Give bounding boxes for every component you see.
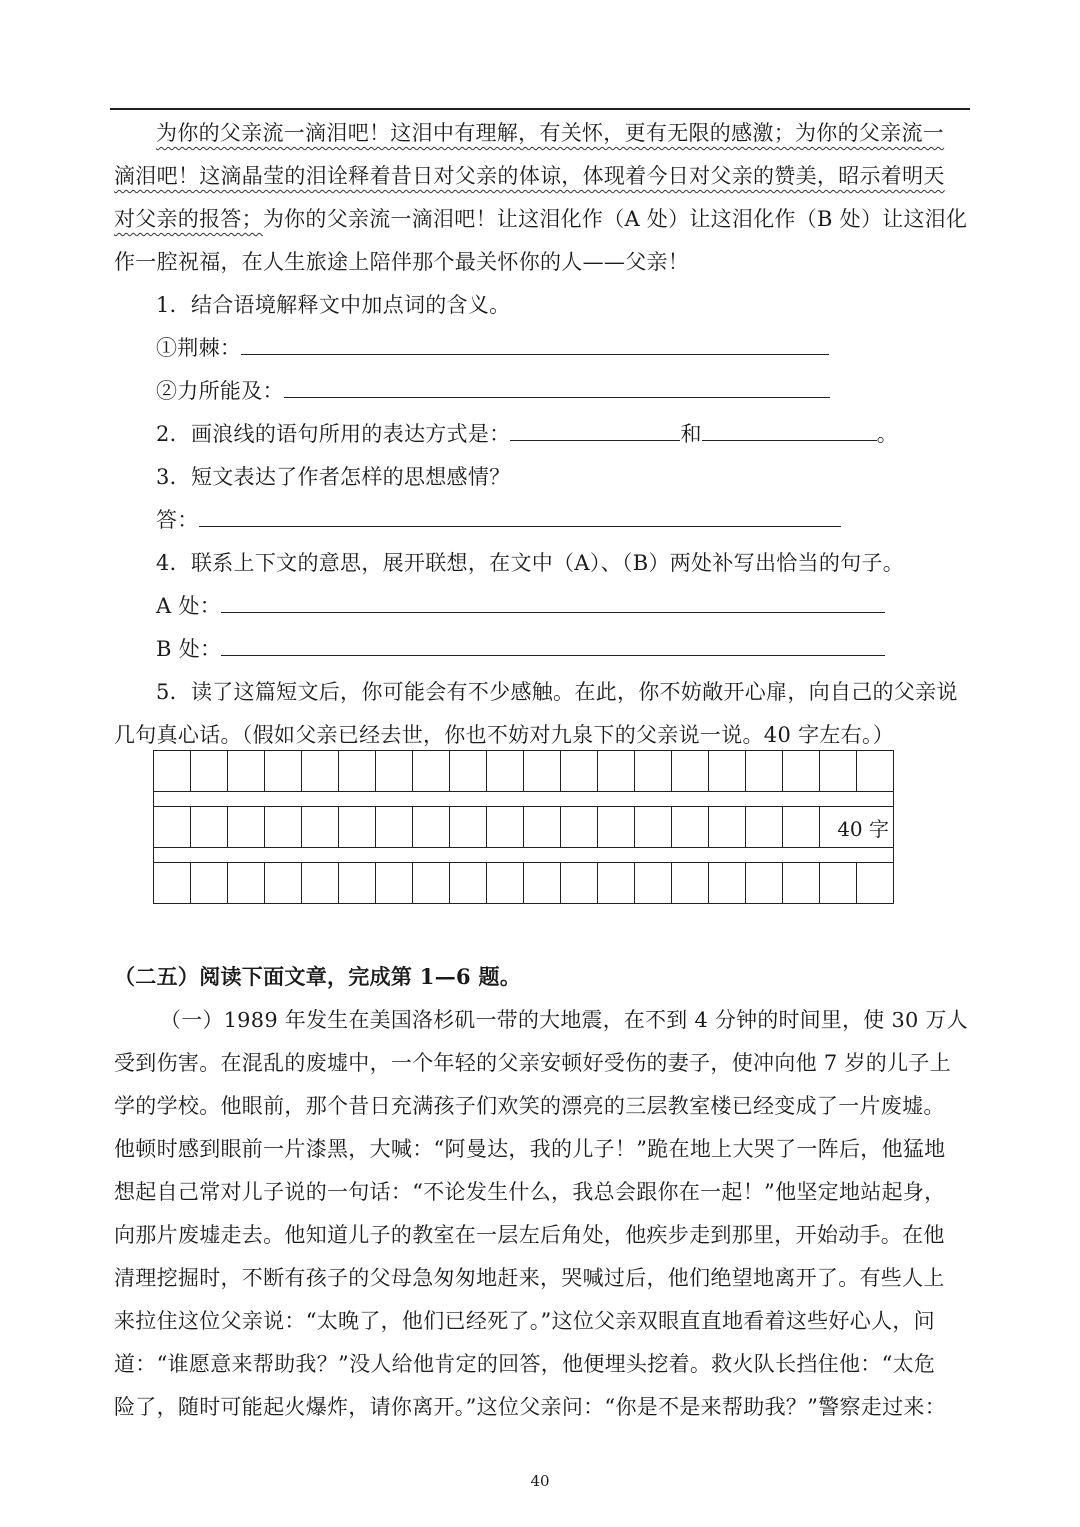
wavy-text: 滴泪吧！这滴晶莹的泪诠释着昔日对父亲的体谅，体现着今日对父亲的赞美，昭示着明天	[114, 164, 945, 188]
grid-cell[interactable]	[524, 751, 561, 792]
grid-cell[interactable]	[635, 807, 672, 848]
question-2-label: 2．画浪线的语句所用的表达方式是：	[156, 422, 511, 446]
grid-cell[interactable]	[265, 751, 302, 792]
grid-cell[interactable]	[302, 807, 339, 848]
story-line: 道：“谁愿意来帮助我？”没人给他肯定的回答，他便埋头挖着。救火队长挡住他：“太危	[114, 1352, 936, 1376]
para1-line3	[114, 204, 967, 234]
answer-blank[interactable]	[221, 635, 885, 656]
grid-cell[interactable]	[820, 863, 857, 904]
story-line: 向那片废墟走去。他知道儿子的教室在一层左后角处，他疾步走到那里，开始动手。在他	[114, 1223, 945, 1247]
grid-cell[interactable]	[857, 751, 894, 792]
grid-cell[interactable]	[376, 807, 413, 848]
story-line: 他顿时感到眼前一片漆黑，大喊：“阿曼达，我的儿子！”跪在地上大哭了一阵后，他猛地	[114, 1137, 946, 1161]
grid-cell[interactable]	[154, 807, 191, 848]
grid-cell[interactable]	[746, 863, 783, 904]
answer-blank[interactable]	[221, 592, 885, 613]
grid-cell[interactable]	[376, 751, 413, 792]
grid-cell[interactable]	[413, 751, 450, 792]
grid-cell[interactable]	[450, 807, 487, 848]
question-1a	[156, 333, 829, 363]
question-1a-label: ①荆棘：	[156, 336, 242, 360]
grid-cell[interactable]	[265, 863, 302, 904]
question-4b-label: B 处：	[156, 637, 222, 661]
grid-cell[interactable]	[598, 863, 635, 904]
grid-row	[154, 863, 894, 904]
grid-cell[interactable]	[265, 807, 302, 848]
section-heading: （二五）阅读下面文章，完成第 1—6 题。	[114, 964, 522, 989]
question-2	[156, 419, 898, 449]
grid-cell[interactable]	[598, 807, 635, 848]
question-1b	[156, 376, 830, 406]
grid-separator-cell	[154, 792, 894, 807]
grid-row	[154, 807, 894, 848]
grid-row	[154, 751, 894, 792]
grid-cell[interactable]	[561, 863, 598, 904]
grid-cell[interactable]	[487, 751, 524, 792]
question-5-line2: 几句真心话。（假如父亲已经去世，你也不妨对九泉下的父亲说一说。40 字左右。）	[114, 723, 895, 747]
answer-blank[interactable]	[284, 377, 830, 398]
question-5-line1: 5．读了这篇短文后，你可能会有不少感触。在此，你不妨敞开心扉，向自己的父亲说	[156, 680, 958, 704]
grid-count-label: 40 字	[820, 807, 894, 848]
question-4: 4．联系上下文的意思，展开联想，在文中（A）、（B）两处补写出恰当的句子。	[156, 551, 905, 575]
answer-blank[interactable]	[702, 420, 877, 441]
grid-cell[interactable]	[376, 863, 413, 904]
answer-blank[interactable]	[510, 420, 680, 441]
grid-cell[interactable]	[302, 863, 339, 904]
grid-cell[interactable]	[561, 751, 598, 792]
grid-cell[interactable]	[191, 863, 228, 904]
story-line: 来拉住这位父亲说：“太晚了，他们已经死了。”这位父亲双眼直直地看着这些好心人，问	[114, 1309, 935, 1333]
answer-blank[interactable]	[199, 506, 841, 527]
grid-cell[interactable]	[635, 863, 672, 904]
grid-cell[interactable]	[635, 751, 672, 792]
story-line: 学的学校。他眼前，那个昔日充满孩子们欢笑的漂亮的三层教室楼已经变成了一片废墟。	[114, 1094, 945, 1118]
grid-cell[interactable]	[746, 807, 783, 848]
grid-cell[interactable]	[228, 751, 265, 792]
story-line: 受到伤害。在混乱的废墟中，一个年轻的父亲安顿好受伤的妻子，使冲向他 7 岁的儿子上	[114, 1051, 952, 1075]
para1-line1	[114, 118, 966, 148]
grid-cell[interactable]	[709, 863, 746, 904]
para1-line2	[114, 161, 945, 191]
question-2-end: 。	[876, 422, 899, 446]
grid-cell[interactable]	[191, 807, 228, 848]
question-2-and: 和	[680, 422, 702, 446]
grid-cell[interactable]	[487, 863, 524, 904]
story-line: 想起自己常对儿子说的一句话：“不论发生什么，我总会跟你在一起！”他坚定地站起身，	[114, 1180, 946, 1204]
grid-cell[interactable]	[672, 751, 709, 792]
grid-cell[interactable]	[413, 807, 450, 848]
grid-cell[interactable]	[709, 807, 746, 848]
story-line: 险了，随时可能起火爆炸，请你离开。”这位父亲问：“你是不是来帮助我？”警察走过来：	[114, 1395, 947, 1419]
grid-cell[interactable]	[228, 807, 265, 848]
writing-grid	[153, 750, 894, 904]
story-line: （一）1989 年发生在美国洛杉矶一带的大地震，在不到 4 分钟的时间里，使 30 万人	[160, 1008, 968, 1032]
grid-separator	[154, 848, 894, 863]
story-line: 清理挖掘时，不断有孩子的父母急匆匆地赶来，哭喊过后，他们绝望地离开了。有些人上	[114, 1266, 945, 1290]
grid-cell[interactable]	[672, 807, 709, 848]
wavy-text: 对父亲的报答；	[114, 207, 263, 231]
question-4b	[156, 634, 885, 664]
grid-cell[interactable]	[450, 751, 487, 792]
grid-cell[interactable]	[820, 751, 857, 792]
question-4a	[156, 591, 885, 621]
grid-cell[interactable]	[154, 751, 191, 792]
grid-cell[interactable]	[487, 807, 524, 848]
question-1b-label: ②力所能及：	[156, 379, 284, 403]
grid-cell[interactable]	[561, 807, 598, 848]
grid-cell[interactable]	[339, 807, 376, 848]
question-1: 1．结合语境解释文中加点词的含义。	[156, 293, 511, 317]
grid-cell[interactable]	[413, 863, 450, 904]
grid-cell[interactable]	[339, 751, 376, 792]
grid-cell[interactable]	[783, 807, 820, 848]
grid-cell[interactable]	[783, 751, 820, 792]
grid-separator-cell	[154, 848, 894, 863]
grid-cell[interactable]	[524, 807, 561, 848]
grid-cell[interactable]	[302, 751, 339, 792]
wavy-text: 为你的父亲流一滴泪吧！这泪中有理解，有关怀，更有无限的感激；为你的父亲流一	[156, 121, 945, 145]
header-rule	[110, 108, 970, 110]
grid-cell[interactable]	[450, 863, 487, 904]
grid-cell[interactable]	[598, 751, 635, 792]
grid-cell[interactable]	[228, 863, 265, 904]
question-3-answer	[156, 505, 841, 535]
grid-cell[interactable]	[524, 863, 561, 904]
grid-cell[interactable]	[709, 751, 746, 792]
question-3: 3．短文表达了作者怎样的思想感情？	[156, 465, 511, 489]
grid-separator	[154, 792, 894, 807]
grid-cell[interactable]	[339, 863, 376, 904]
answer-blank[interactable]	[241, 334, 829, 355]
grid-cell[interactable]	[672, 863, 709, 904]
para-text: 为你的父亲流一滴泪吧！让这泪化作（A 处）让这泪化作（B 处）让这泪化	[262, 207, 968, 231]
para1-line4: 作一腔祝福，在人生旅途上陪伴那个最关怀你的人——父亲！	[114, 250, 690, 274]
question-4a-label: A 处：	[156, 594, 222, 618]
grid-cell[interactable]	[783, 863, 820, 904]
grid-cell[interactable]	[857, 863, 894, 904]
grid-cell[interactable]	[154, 863, 191, 904]
grid-cell[interactable]	[191, 751, 228, 792]
grid-cell[interactable]	[746, 751, 783, 792]
question-3-answer-label: 答：	[156, 508, 199, 532]
page-number: 40	[530, 1472, 550, 1490]
